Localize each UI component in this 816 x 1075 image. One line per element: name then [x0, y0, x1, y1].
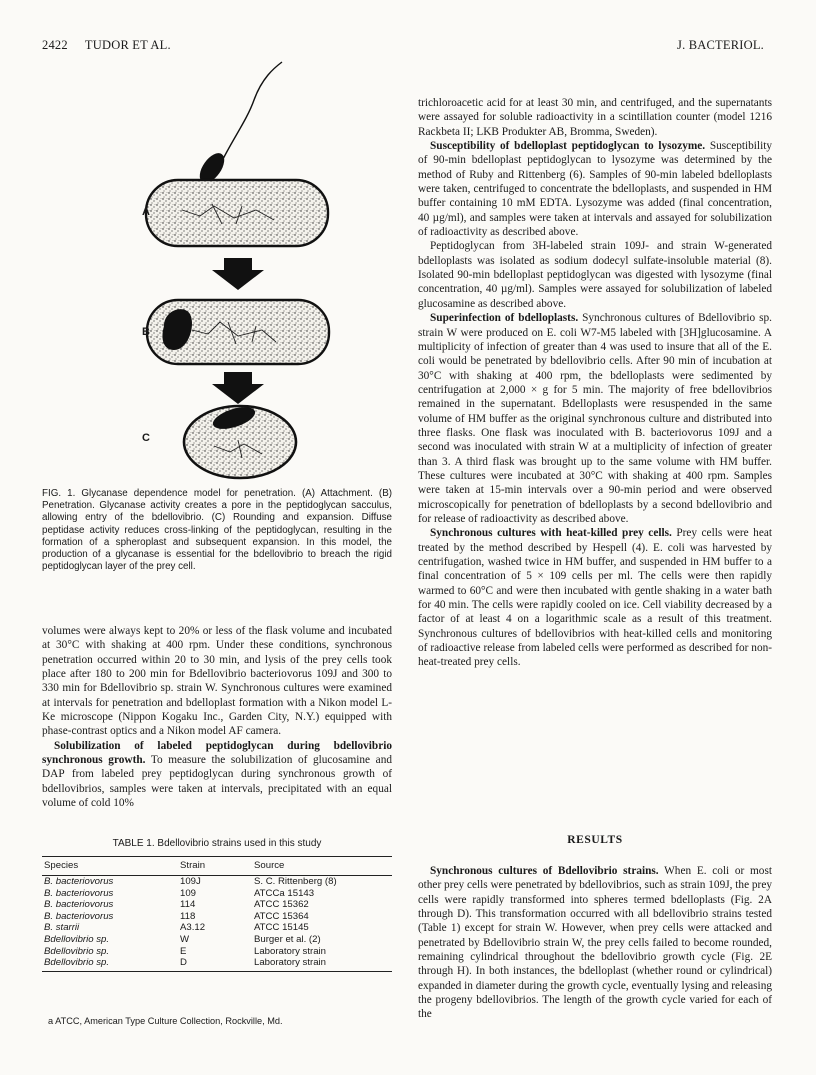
arrow-down-icon: [212, 258, 264, 290]
table-cell: ATCCa 15143: [254, 887, 315, 899]
table-cell: S. C. Rittenberg (8): [254, 876, 337, 887]
panel-label-a: A: [142, 206, 150, 218]
table-row: [42, 911, 392, 923]
table-cell: Laboratory strain: [254, 945, 326, 957]
section-heading: Synchronous cultures of Bdellovibrio strains.: [430, 865, 659, 877]
table-row: [42, 957, 392, 971]
table-row: [42, 922, 392, 934]
paragraph: [418, 139, 772, 239]
table-cell: A3.12: [180, 922, 206, 934]
panel-c-drawing: [184, 403, 296, 478]
table-cell: Burger et al. (2): [254, 933, 321, 945]
table-footnote: a ATCC, American Type Culture Collection, Rockville, Md.: [48, 1016, 283, 1026]
journal-name: J. BACTERIOL.: [677, 38, 764, 52]
figure-1-caption: FIG. 1. Glycanase dependence model for penetration. (A) Attachment. (B) Penetration. Glycanase activity creates a pore in the peptidoglycan sacculus, allowing entry of the bdellovibrio. (C) Rounding and expansion. Diffuse peptidase activity reduces cross-linking of the peptidoglycan, resulting in the formation of a spheroplast and subsequent expansion. In this model, the production of a glycanase is essential for the bdellovibrio to breach the rigid peptidoglycan layer of the prey cell.: [42, 488, 392, 573]
table-cell: 109J: [180, 876, 201, 887]
arrow-down-icon: [212, 372, 264, 404]
table-cell: ATCC 15362: [254, 899, 309, 911]
figure-1: [42, 60, 392, 480]
table-cell: Bdellovibrio sp.: [42, 957, 178, 971]
paragraph: [42, 739, 392, 811]
left-column-text: [42, 624, 392, 810]
paragraph-body: Synchronous cultures of Bdellovibrio sp. strain W were produced on E. coli W7-M5 labeled with [3H]glucosamine. A multiplicity of infection of greater than 4 was used to insure that all of the E. coli would be penetrated by bdellovibrio cells. After 90 min of incubation at 30°C with shaking at 400 rpm, the bdelloplasts were sedimented by centrifugation at 2,000 × g for 5 min. The majority of free bdellovibrios remained in the supernatant. Bdelloplasts were resuspended in the same volume of HM buffer as the original synchronous culture and distributed into three flasks. One flask was inoculated with B. bacteriovorus 109J and a second was inoculated with strain W at a multiplicity of infection of greater than 3. A third flask was brought up to the same volume with HM buffer. These cultures were incubated at 30°C with shaking at 400 rpm. Samples were taken at 15-min intervals over a 90-min period and were observed microscopically for penetration of bdelloplasts by a second bdellovibrio and for release of radioactivity as described above.: [418, 312, 773, 525]
paragraph: [418, 526, 772, 669]
table-header: Strain: [178, 857, 252, 876]
paragraph: Peptidoglycan from 3H-labeled strain 109J- and strain W-generated bdelloplasts was isolated as sodium dodecyl sulfate-insoluble material (8). Isolated 90-min bdelloplast peptidoglycan was digested with lysozyme (final concentration, 40 µg/ml). Samples were assayed for solubilization of labeled glucosamine as described above.: [418, 240, 772, 310]
table-cell: B. bacteriovorus: [44, 876, 114, 887]
paragraph-body: When E. coli or most other prey cells were penetrated by bdellovibrios, such as strain 109J, the prey cells were rapidly transformed into spheres termed bdelloplasts (Fig. 2A through D). This transformation occurred with all bdellovibrio strains tested (Table 1) except for strain W. However, when prey cells were attacked and penetrated by Bdellovibrio strain W, the prey cells failed to become rounded, remaining cylindrical throughout the bdellovibrio growth cycle (Fig. 2E through H). In both instances, the bdelloplast (whether round or cylindrical) expanded in diameter during the growth cycle, eventually lysing and releasing the progeny bdellovibrios. The length of the growth cycle varied for each of the: [418, 865, 772, 1021]
figure-1-illustration: [42, 60, 392, 480]
table-cell: B. bacteriovorus: [44, 910, 114, 922]
panel-label-c: C: [142, 432, 150, 444]
running-authors: TUDOR ET AL.: [84, 38, 171, 52]
table-header: Species: [42, 857, 178, 876]
table-cell: W: [180, 933, 190, 945]
panel-label-b: B: [142, 326, 150, 338]
panel-b-drawing: [147, 300, 329, 364]
section-heading: Solubilization of labeled peptidoglycan during bdellovibrio synchronous growth.: [42, 739, 392, 767]
table-cell: Bdellovibrio sp.: [44, 933, 110, 945]
strains-table: [42, 856, 392, 972]
results-heading: RESULTS: [567, 834, 623, 846]
table-cell: B. bacteriovorus: [44, 899, 114, 911]
table-cell: 118: [180, 910, 196, 922]
table-row: [42, 876, 392, 888]
table-header: Source: [252, 857, 392, 876]
table-cell: ATCC 15364: [254, 910, 309, 922]
panel-a-drawing: [146, 62, 328, 246]
section-heading: Superinfection of bdelloplasts.: [430, 312, 579, 325]
paragraph: trichloroacetic acid for at least 30 min, and centrifuged, and the supernatants were assayed for soluble radioactivity in a scintillation counter (model 1216 Rackbeta II; LKB Produkter AB, Bromma, Sweden).: [418, 97, 772, 138]
paragraph-body: Susceptibility of 90-min bdelloplast peptidoglycan to lysozyme was determined by the method of Ruby and Rittenberg (6). Samples of 90-min labeled bdelloplasts were taken, centrifuged to concentrate the bdelloplasts, and suspended in HM buffer containing 10 mM EDTA. Lysozyme was added (final concentration, 40 µg/ml), and samples were taken at intervals and assayed for solubilization of radioactivity as described above.: [418, 140, 772, 239]
page-number: 2422: [42, 38, 68, 52]
paragraph: [418, 311, 772, 526]
right-column-text-bottom: [418, 864, 772, 1022]
paragraph: volumes were always kept to 20% or less of the flask volume and incubated at 30°C with shaking at 400 rpm. Under these conditions, synchronous penetration occurred within 20 to 30 min, and lysis of the prey cells took place after 180 to 200 min for Bdellovibrio bacteriovorus 109J and 300 to 330 min for Bdellovibrio sp. strain W. Synchronous cultures were examined at intervals for penetration and bdelloplast formation with a Nikon model L-Ke microscope (Nippon Kogaku Inc., Garden City, N.Y.) equipped with phase-contrast optics and a Nikon model AF camera.: [42, 625, 392, 738]
table-1-title: TABLE 1. Bdellovibrio strains used in this study: [112, 838, 322, 849]
table-row: [42, 899, 392, 911]
table-cell: B. bacteriovorus: [44, 887, 114, 899]
table-cell: Bdellovibrio sp.: [44, 945, 110, 957]
paragraph: [418, 864, 772, 1022]
table-cell: E: [180, 945, 187, 957]
running-header-left: [42, 38, 171, 53]
table-cell: 114: [180, 899, 196, 911]
section-heading: Synchronous cultures with heat-killed prey cells.: [430, 527, 672, 540]
table-cell: Laboratory strain: [252, 957, 392, 971]
table-row: [42, 888, 392, 900]
table-row: [42, 946, 392, 958]
table-cell: D: [178, 957, 252, 971]
right-column-text-top: [418, 96, 772, 670]
table-cell: 109: [180, 887, 197, 899]
table-cell: B. starrii: [44, 922, 80, 934]
section-heading: Susceptibility of bdelloplast peptidoglycan to lysozyme.: [430, 140, 706, 153]
paragraph-body: Prey cells were heat treated by the method described by Hespell (4). E. coli was harvested by centrifugation, washed twice in HM buffer, and suspended in HM buffer to a final concentration of 5 × 109 cells per ml. The cells were then rapidly warmed to 60°C and were then incubated with gentle shaking in a water bath for 40 min. The cells were rapidly cooled on ice. Cell viability decreased by a factor of at least 4 on a logarithmic scale as a result of this treatment. Synchronous cultures of bdellovibrios with heat-killed cells and monitoring of radioactive release from labeled cells were performed as described for non-heat-treated prey cells.: [418, 527, 772, 669]
paragraph-body: To measure the solubilization of glucosamine and DAP from labeled prey peptidoglycan during synchronous growth of bdellovibrios, samples were taken at intervals, precipitated with an equal volume of cold 10%: [42, 754, 392, 810]
table-cell: ATCC 15145: [254, 922, 309, 934]
table-row: [42, 934, 392, 946]
